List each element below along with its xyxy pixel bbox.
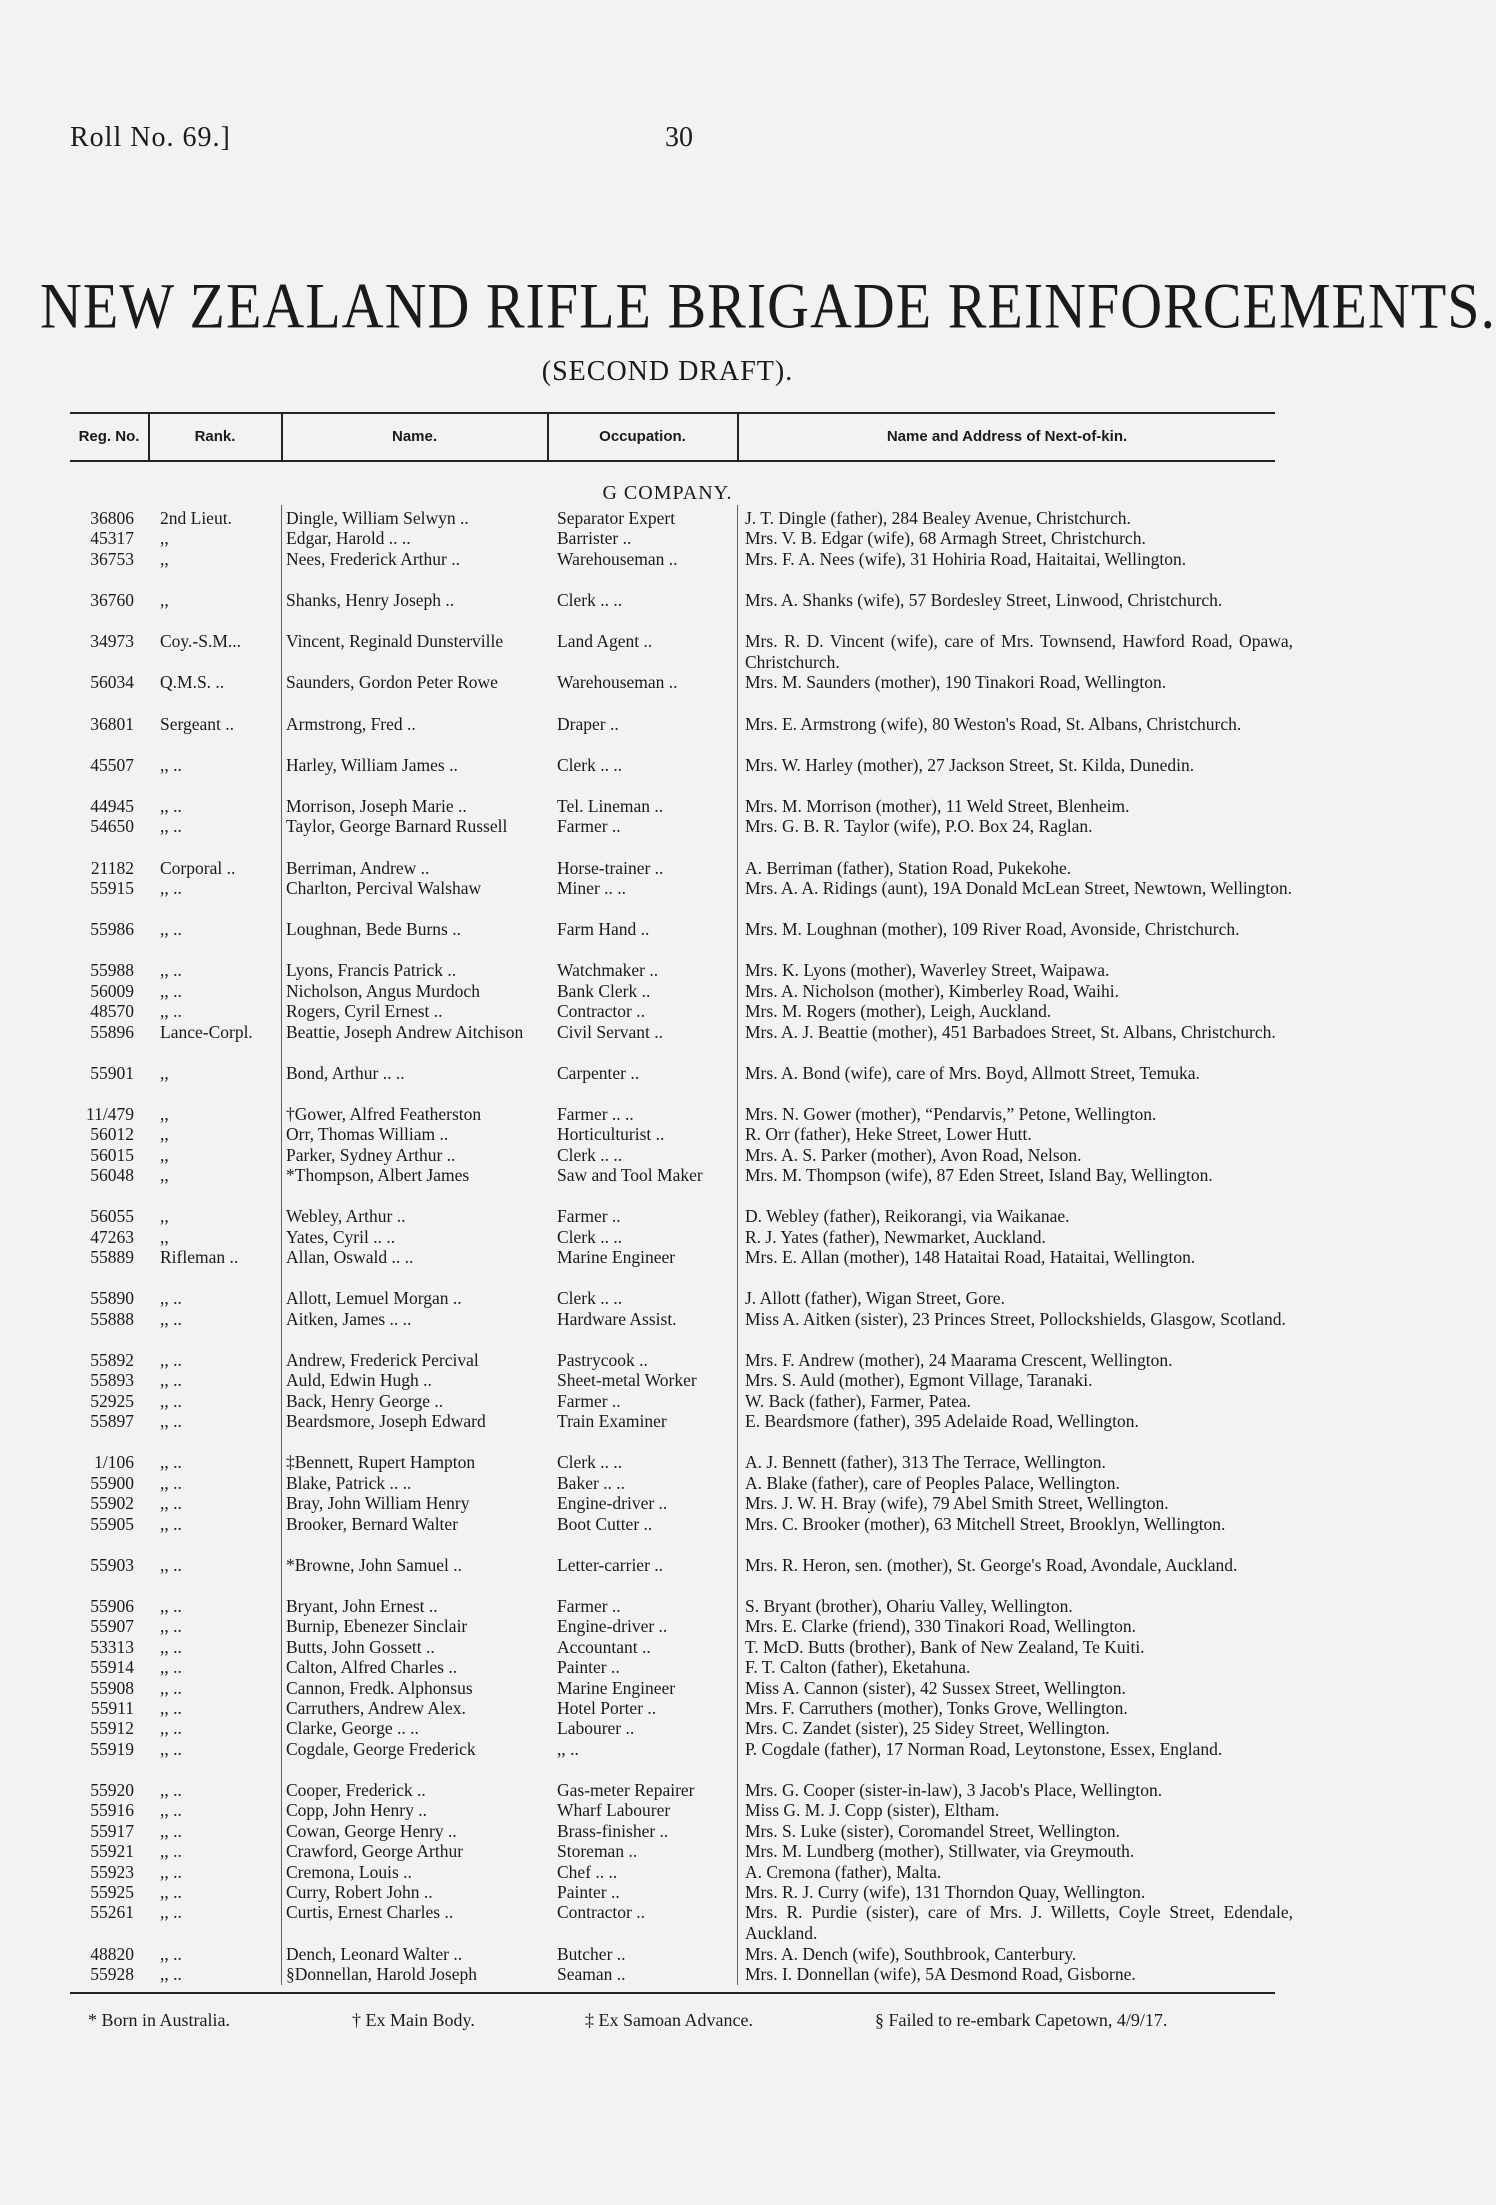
row-rank: ,, .. bbox=[160, 1800, 182, 1821]
row-occupation: Separator Expert bbox=[557, 508, 676, 528]
column-header-name: Name. bbox=[391, 428, 438, 445]
row-occupation: Farmer .. bbox=[557, 1206, 621, 1227]
row-rank: ,, .. bbox=[160, 980, 182, 1001]
row-name: Loughnan, Bede Burns .. bbox=[286, 919, 461, 940]
row-name: Back, Henry George .. bbox=[286, 1390, 444, 1411]
row-name: Armstrong, Fred .. bbox=[286, 713, 416, 734]
row-occupation: Carpenter .. bbox=[557, 1062, 640, 1083]
row-reg-no: 55900 bbox=[90, 1472, 134, 1493]
row-occupation: Farmer .. bbox=[557, 1596, 621, 1616]
row-next-of-kin: Mrs. F. Carruthers (mother), Tonks Grove, Wellington. bbox=[745, 1698, 1128, 1718]
row-name: Taylor, George Barnard Russell bbox=[286, 816, 508, 837]
page-subtitle: (SECOND DRAFT). bbox=[541, 356, 794, 387]
row-name: Butts, John Gossett .. bbox=[286, 1636, 435, 1657]
row-name: ‡Bennett, Rupert Hampton bbox=[286, 1452, 476, 1473]
row-next-of-kin: D. Webley (father), Reikorangi, via Waikanae. bbox=[745, 1206, 1070, 1227]
row-reg-no: 36760 bbox=[90, 590, 134, 610]
row-next-of-kin: A. J. Bennett (father), 313 The Terrace, Wellington. bbox=[745, 1452, 1106, 1473]
row-rank: ,, .. bbox=[160, 1493, 182, 1514]
row-name: Webley, Arthur .. bbox=[286, 1206, 406, 1227]
row-name: Nees, Frederick Arthur .. bbox=[286, 548, 460, 569]
row-rank: ,, .. bbox=[160, 1472, 182, 1493]
row-name: Aitken, James .. .. bbox=[286, 1308, 412, 1329]
row-next-of-kin: Mrs. A. J. Beattie (mother), 451 Barbadoes Street, St. Albans, Christchurch. bbox=[745, 1021, 1276, 1042]
row-name: Cooper, Frederick .. bbox=[286, 1780, 426, 1800]
footnote-samoan: ‡ Ex Samoan Advance. bbox=[585, 2010, 753, 2030]
footnote-main-body: † Ex Main Body. bbox=[352, 2010, 475, 2030]
row-reg-no: 56034 bbox=[90, 672, 134, 693]
row-name: Beattie, Joseph Andrew Aitchison bbox=[286, 1021, 524, 1042]
row-occupation: Farm Hand .. bbox=[557, 919, 650, 940]
row-occupation: Bank Clerk .. bbox=[557, 980, 651, 1001]
row-name: Yates, Cyril .. .. bbox=[286, 1226, 396, 1247]
row-name: Charlton, Percival Walshaw bbox=[286, 878, 482, 898]
row-next-of-kin: W. Back (father), Farmer, Patea. bbox=[745, 1390, 972, 1411]
row-occupation: Warehouseman .. bbox=[557, 672, 678, 693]
row-rank: Rifleman .. bbox=[160, 1247, 239, 1268]
column-header-occupation: Occupation. bbox=[599, 428, 686, 445]
company-heading: G COMPANY. bbox=[602, 482, 733, 504]
row-rank: ,, .. bbox=[160, 1350, 182, 1370]
row-rank: ,, .. bbox=[160, 919, 182, 940]
row-name: Brooker, Bernard Walter bbox=[286, 1513, 459, 1534]
row-reg-no: 55915 bbox=[90, 878, 134, 898]
page-number: 30 bbox=[665, 122, 693, 153]
row-occupation: Horse-trainer .. bbox=[557, 857, 664, 878]
row-reg-no: 55902 bbox=[90, 1493, 134, 1514]
row-next-of-kin: Mrs. N. Gower (mother), “Pendarvis,” Petone, Wellington. bbox=[745, 1104, 1157, 1124]
row-occupation: Painter .. bbox=[557, 1882, 620, 1902]
row-occupation: Miner .. .. bbox=[557, 878, 627, 898]
row-next-of-kin: Mrs. A. Dench (wife), Southbrook, Canterbury. bbox=[745, 1943, 1077, 1964]
row-reg-no: 36753 bbox=[90, 548, 134, 569]
row-name: Dingle, William Selwyn .. bbox=[286, 508, 469, 528]
row-reg-no: 55919 bbox=[90, 1738, 134, 1759]
row-reg-no: 55986 bbox=[90, 919, 134, 940]
row-reg-no: 55896 bbox=[90, 1021, 134, 1042]
column-header-reg: Reg. No. bbox=[78, 428, 140, 445]
row-rank: ,, bbox=[160, 528, 169, 549]
row-rank: ,, .. bbox=[160, 1596, 182, 1616]
row-rank: ,, .. bbox=[160, 1841, 182, 1862]
row-occupation: Farmer .. .. bbox=[557, 1104, 634, 1124]
row-rank: ,, .. bbox=[160, 1452, 182, 1473]
row-name: Andrew, Frederick Percival bbox=[286, 1350, 479, 1370]
row-name: *Thompson, Albert James bbox=[286, 1165, 470, 1186]
row-next-of-kin: Mrs. M. Saunders (mother), 190 Tinakori Road, Wellington. bbox=[745, 672, 1167, 693]
row-occupation: Farmer .. bbox=[557, 1390, 621, 1411]
row-occupation: Gas-meter Repairer bbox=[557, 1780, 695, 1800]
row-next-of-kin: Mrs. A. Shanks (wife), 57 Bordesley Street, Linwood, Christchurch. bbox=[745, 590, 1223, 610]
row-rank: Sergeant .. bbox=[160, 713, 235, 734]
row-name: Lyons, Francis Patrick .. bbox=[286, 960, 457, 981]
row-rank: ,, .. bbox=[160, 1308, 182, 1329]
row-rank: Lance-Corpl. bbox=[160, 1021, 253, 1042]
row-next-of-kin: Mrs. F. A. Nees (wife), 31 Hohiria Road, Haitaitai, Wellington. bbox=[745, 548, 1187, 569]
row-reg-no: 55928 bbox=[90, 1964, 134, 1984]
row-occupation: Engine-driver .. bbox=[557, 1616, 668, 1637]
row-name: Blake, Patrick .. .. bbox=[286, 1472, 412, 1493]
row-next-of-kin: A. Blake (father), care of Peoples Palace, Wellington. bbox=[745, 1472, 1120, 1493]
row-occupation: Watchmaker .. bbox=[557, 960, 659, 981]
row-next-of-kin: Mrs. M. Thompson (wife), 87 Eden Street, Island Bay, Wellington. bbox=[745, 1165, 1213, 1186]
row-occupation: Civil Servant .. bbox=[557, 1021, 663, 1042]
row-reg-no: 55893 bbox=[90, 1370, 134, 1391]
row-next-of-kin: A. Berriman (father), Station Road, Pukekohe. bbox=[745, 857, 1072, 878]
row-occupation: Brass-finisher .. bbox=[557, 1820, 669, 1841]
row-rank: ,, .. bbox=[160, 1657, 182, 1678]
row-next-of-kin: Mrs. S. Luke (sister), Coromandel Street, Wellington. bbox=[745, 1820, 1120, 1841]
row-rank: ,, .. bbox=[160, 816, 182, 837]
row-rank: ,, .. bbox=[160, 1738, 182, 1759]
row-name: Vincent, Reginald Dunsterville bbox=[286, 631, 504, 652]
row-occupation: Warehouseman .. bbox=[557, 548, 678, 569]
row-rank: ,, .. bbox=[160, 878, 182, 898]
row-rank: ,, .. bbox=[160, 1390, 182, 1411]
row-reg-no: 55917 bbox=[90, 1820, 134, 1841]
row-name: Parker, Sydney Arthur .. bbox=[286, 1144, 456, 1165]
row-reg-no: 56048 bbox=[90, 1165, 134, 1186]
row-reg-no: 21182 bbox=[90, 857, 134, 878]
row-rank: ,, .. bbox=[160, 1964, 182, 1984]
row-next-of-kin: Mrs. M. Lundberg (mother), Stillwater, via Greymouth. bbox=[745, 1841, 1135, 1862]
row-occupation: Clerk .. .. bbox=[557, 1288, 623, 1309]
row-name: Allan, Oswald .. .. bbox=[286, 1247, 414, 1268]
row-rank: ,, .. bbox=[160, 960, 182, 981]
row-rank: ,, .. bbox=[160, 1718, 182, 1739]
row-name: Curtis, Ernest Charles .. bbox=[286, 1902, 454, 1923]
row-name: Morrison, Joseph Marie .. bbox=[286, 796, 467, 816]
row-rank: ,, .. bbox=[160, 1698, 182, 1718]
row-next-of-kin: Mrs. M. Loughnan (mother), 109 River Road, Avonside, Christchurch. bbox=[745, 919, 1240, 940]
row-name: Dench, Leonard Walter .. bbox=[286, 1943, 463, 1964]
row-next-of-kin: E. Beardsmore (father), 395 Adelaide Road, Wellington. bbox=[745, 1411, 1139, 1432]
row-rank: 2nd Lieut. bbox=[160, 508, 232, 528]
row-occupation: Marine Engineer bbox=[557, 1677, 676, 1698]
row-reg-no: 45317 bbox=[90, 528, 134, 549]
row-occupation: Baker .. .. bbox=[557, 1472, 626, 1493]
row-name: Calton, Alfred Charles .. bbox=[286, 1657, 458, 1678]
row-reg-no: 52925 bbox=[90, 1390, 134, 1411]
row-rank: Corporal .. bbox=[160, 857, 236, 878]
row-reg-no: 53313 bbox=[90, 1636, 134, 1657]
row-reg-no: 55901 bbox=[90, 1062, 134, 1083]
row-reg-no: 54650 bbox=[90, 816, 134, 837]
row-rank: ,, .. bbox=[160, 1820, 182, 1841]
row-reg-no: 55888 bbox=[90, 1308, 134, 1329]
row-next-of-kin: J. Allott (father), Wigan Street, Gore. bbox=[745, 1288, 1005, 1309]
row-name: †Gower, Alfred Featherston bbox=[286, 1104, 482, 1124]
row-reg-no: 44945 bbox=[90, 796, 134, 816]
row-next-of-kin: Mrs. R. D. Vincent (wife), care of Mrs. Townsend, Hawford Road, Opawa, Christchurch. bbox=[745, 631, 1293, 672]
row-next-of-kin: Miss A. Cannon (sister), 42 Sussex Street, Wellington. bbox=[745, 1677, 1126, 1698]
row-reg-no: 48820 bbox=[90, 1943, 134, 1964]
row-occupation: Storeman .. bbox=[557, 1841, 638, 1862]
row-reg-no: 55908 bbox=[90, 1677, 134, 1698]
row-occupation: Hardware Assist. bbox=[557, 1308, 677, 1329]
row-next-of-kin: R. Orr (father), Heke Street, Lower Hutt. bbox=[745, 1124, 1032, 1145]
row-name: Shanks, Henry Joseph .. bbox=[286, 590, 455, 610]
column-header-rank: Rank. bbox=[194, 428, 236, 445]
row-next-of-kin: Mrs. E. Clarke (friend), 330 Tinakori Road, Wellington. bbox=[745, 1616, 1137, 1637]
row-reg-no: 55903 bbox=[90, 1554, 134, 1575]
row-name: Saunders, Gordon Peter Rowe bbox=[286, 672, 498, 693]
row-name: Cremona, Louis .. bbox=[286, 1861, 412, 1882]
footnote-australia: * Born in Australia. bbox=[88, 2010, 230, 2030]
row-rank: ,, .. bbox=[160, 1780, 182, 1800]
row-name: Bray, John William Henry bbox=[286, 1493, 470, 1514]
row-rank: ,, bbox=[160, 1144, 169, 1165]
row-next-of-kin: J. T. Dingle (father), 284 Bealey Avenue, Christchurch. bbox=[745, 508, 1131, 528]
row-rank: ,, .. bbox=[160, 1288, 182, 1309]
row-occupation: Pastrycook .. bbox=[557, 1350, 648, 1370]
row-next-of-kin: Mrs. S. Auld (mother), Egmont Village, Taranaki. bbox=[745, 1370, 1093, 1391]
row-next-of-kin: T. McD. Butts (brother), Bank of New Zealand, Te Kuiti. bbox=[745, 1636, 1145, 1657]
row-next-of-kin: Mrs. I. Donnellan (wife), 5A Desmond Road, Gisborne. bbox=[745, 1964, 1136, 1984]
row-name: Berriman, Andrew .. bbox=[286, 857, 430, 878]
row-next-of-kin: Mrs. M. Morrison (mother), 11 Weld Street, Blenheim. bbox=[745, 796, 1130, 816]
row-next-of-kin: Mrs. V. B. Edgar (wife), 68 Armagh Street, Christchurch. bbox=[745, 528, 1146, 549]
row-reg-no: 48570 bbox=[90, 1001, 134, 1022]
row-name: Allott, Lemuel Morgan .. bbox=[286, 1288, 462, 1309]
row-name: Beardsmore, Joseph Edward bbox=[286, 1411, 486, 1432]
row-occupation: Land Agent .. bbox=[557, 631, 653, 652]
row-next-of-kin: Mrs. G. Cooper (sister-in-law), 3 Jacob's Place, Wellington. bbox=[745, 1780, 1163, 1800]
row-occupation: Contractor .. bbox=[557, 1902, 645, 1923]
row-name: Auld, Edwin Hugh .. bbox=[286, 1370, 432, 1391]
column-header-next-of-kin: Name and Address of Next-of-kin. bbox=[886, 428, 1128, 445]
row-rank: ,, .. bbox=[160, 1882, 182, 1902]
row-reg-no: 55912 bbox=[90, 1718, 134, 1739]
row-reg-no: 56012 bbox=[90, 1124, 134, 1145]
row-name: Nicholson, Angus Murdoch bbox=[286, 980, 480, 1001]
row-next-of-kin: R. J. Yates (father), Newmarket, Auckland. bbox=[745, 1226, 1046, 1247]
row-occupation: Clerk .. .. bbox=[557, 1452, 623, 1473]
row-next-of-kin: Mrs. R. Purdie (sister), care of Mrs. J. Willetts, Coyle Street, Edendale, Auckland. bbox=[745, 1902, 1293, 1943]
row-occupation: Accountant .. bbox=[557, 1636, 651, 1657]
row-name: Crawford, George Arthur bbox=[286, 1841, 464, 1862]
row-reg-no: 55916 bbox=[90, 1800, 134, 1821]
row-rank: ,, .. bbox=[160, 1370, 182, 1391]
row-reg-no: 11/479 bbox=[86, 1104, 134, 1124]
row-rank: ,, .. bbox=[160, 1554, 182, 1575]
row-next-of-kin: Mrs. C. Brooker (mother), 63 Mitchell Street, Brooklyn, Wellington. bbox=[745, 1513, 1226, 1534]
row-occupation: Engine-driver .. bbox=[557, 1493, 668, 1514]
row-next-of-kin: Mrs. E. Armstrong (wife), 80 Weston's Road, St. Albans, Christchurch. bbox=[745, 713, 1242, 734]
row-next-of-kin: S. Bryant (brother), Ohariu Valley, Wellington. bbox=[745, 1596, 1073, 1616]
row-next-of-kin: Mrs. E. Allan (mother), 148 Hataitai Road, Hataitai, Wellington. bbox=[745, 1247, 1196, 1268]
row-occupation: Butcher .. bbox=[557, 1943, 626, 1964]
row-reg-no: 34973 bbox=[90, 631, 134, 652]
row-reg-no: 55914 bbox=[90, 1657, 134, 1678]
row-next-of-kin: Mrs. J. W. H. Bray (wife), 79 Abel Smith Street, Wellington. bbox=[745, 1493, 1169, 1514]
row-next-of-kin: Mrs. A. Nicholson (mother), Kimberley Road, Waihi. bbox=[745, 980, 1119, 1001]
row-occupation: Labourer .. bbox=[557, 1718, 635, 1739]
row-rank: ,, bbox=[160, 1206, 169, 1227]
row-reg-no: 55925 bbox=[90, 1882, 134, 1902]
row-occupation: Clerk .. .. bbox=[557, 1144, 623, 1165]
row-occupation: Chef .. .. bbox=[557, 1861, 618, 1882]
row-name: Orr, Thomas William .. bbox=[286, 1124, 449, 1145]
row-reg-no: 36806 bbox=[90, 508, 134, 528]
row-name: Copp, John Henry .. bbox=[286, 1800, 427, 1821]
row-reg-no: 55907 bbox=[90, 1616, 134, 1637]
row-occupation: Farmer .. bbox=[557, 816, 621, 837]
row-rank: ,, .. bbox=[160, 1513, 182, 1534]
row-reg-no: 55890 bbox=[90, 1288, 134, 1309]
row-name: Rogers, Cyril Ernest .. bbox=[286, 1001, 443, 1022]
row-name: Harley, William James .. bbox=[286, 754, 458, 775]
row-occupation: Saw and Tool Maker bbox=[557, 1165, 703, 1186]
row-occupation: Sheet-metal Worker bbox=[557, 1370, 697, 1391]
row-name: Clarke, George .. .. bbox=[286, 1718, 419, 1739]
row-reg-no: 56055 bbox=[90, 1206, 134, 1227]
row-rank: ,, .. bbox=[160, 754, 182, 775]
page-title: NEW ZEALAND RIFLE BRIGADE REINFORCEMENTS. bbox=[40, 269, 1496, 342]
footer-rule bbox=[70, 1992, 1275, 1994]
row-rank: ,, .. bbox=[160, 1861, 182, 1882]
row-name: Burnip, Ebenezer Sinclair bbox=[286, 1616, 468, 1637]
row-reg-no: 55261 bbox=[90, 1902, 134, 1923]
row-occupation: Painter .. bbox=[557, 1657, 620, 1678]
row-rank: ,, .. bbox=[160, 1943, 182, 1964]
row-name: Curry, Robert John .. bbox=[286, 1882, 433, 1902]
row-reg-no: 55906 bbox=[90, 1596, 134, 1616]
row-rank: ,, bbox=[160, 1124, 169, 1145]
row-reg-no: 55905 bbox=[90, 1513, 134, 1534]
row-occupation: Tel. Lineman .. bbox=[557, 796, 664, 816]
row-next-of-kin: Mrs. M. Rogers (mother), Leigh, Auckland. bbox=[745, 1001, 1052, 1022]
row-reg-no: 55911 bbox=[90, 1698, 134, 1718]
row-reg-no: 55920 bbox=[90, 1780, 134, 1800]
footnote-capetown: § Failed to re-embark Capetown, 4/9/17. bbox=[875, 2010, 1168, 2030]
roll-number: Roll No. 69.] bbox=[70, 122, 231, 153]
row-reg-no: 55892 bbox=[90, 1350, 134, 1370]
row-rank: ,, .. bbox=[160, 1636, 182, 1657]
row-reg-no: 45507 bbox=[90, 754, 134, 775]
row-reg-no: 55897 bbox=[90, 1411, 134, 1432]
row-next-of-kin: Mrs. A. S. Parker (mother), Avon Road, Nelson. bbox=[745, 1144, 1082, 1165]
row-next-of-kin: Mrs. K. Lyons (mother), Waverley Street, Waipawa. bbox=[745, 960, 1110, 981]
row-name: *Browne, John Samuel .. bbox=[286, 1554, 462, 1575]
row-next-of-kin: Miss G. M. J. Copp (sister), Eltham. bbox=[745, 1800, 1000, 1821]
row-name: §Donnellan, Harold Joseph bbox=[286, 1964, 478, 1984]
row-name: Bryant, John Ernest .. bbox=[286, 1596, 438, 1616]
row-occupation: Barrister .. bbox=[557, 528, 632, 549]
row-reg-no: 56009 bbox=[90, 980, 134, 1001]
row-rank: ,, bbox=[160, 1062, 169, 1083]
row-reg-no: 55923 bbox=[90, 1861, 134, 1882]
row-rank: ,, .. bbox=[160, 1902, 182, 1923]
row-reg-no: 1/106 bbox=[94, 1452, 134, 1473]
row-rank: ,, .. bbox=[160, 1677, 182, 1698]
row-occupation: Letter-carrier .. bbox=[557, 1554, 664, 1575]
row-rank: ,, bbox=[160, 1104, 169, 1124]
row-occupation: Seaman .. bbox=[557, 1964, 626, 1984]
row-next-of-kin: Miss A. Aitken (sister), 23 Princes Street, Pollockshields, Glasgow, Scotland. bbox=[745, 1308, 1286, 1329]
row-name: Cowan, George Henry .. bbox=[286, 1820, 457, 1841]
row-rank: Coy.-S.M... bbox=[160, 631, 242, 652]
row-next-of-kin: Mrs. A. A. Ridings (aunt), 19A Donald McLean Street, Newtown, Wellington. bbox=[745, 878, 1293, 898]
row-name: Cogdale, George Frederick bbox=[286, 1738, 476, 1759]
row-occupation: ,, .. bbox=[557, 1738, 579, 1759]
row-rank: ,, .. bbox=[160, 1616, 182, 1637]
row-rank: ,, bbox=[160, 590, 169, 610]
row-next-of-kin: Mrs. A. Bond (wife), care of Mrs. Boyd, Allmott Street, Temuka. bbox=[745, 1062, 1200, 1083]
row-occupation: Marine Engineer bbox=[557, 1247, 676, 1268]
row-occupation: Train Examiner bbox=[557, 1411, 667, 1432]
row-rank: ,, .. bbox=[160, 1411, 182, 1432]
row-rank: ,, .. bbox=[160, 1001, 182, 1022]
row-occupation: Clerk .. .. bbox=[557, 590, 623, 610]
row-next-of-kin: Mrs. W. Harley (mother), 27 Jackson Street, St. Kilda, Dunedin. bbox=[745, 754, 1195, 775]
row-rank: ,, bbox=[160, 548, 169, 569]
row-rank: ,, bbox=[160, 1226, 169, 1247]
row-name: Carruthers, Andrew Alex. bbox=[286, 1698, 466, 1718]
row-reg-no: 55921 bbox=[90, 1841, 134, 1862]
row-next-of-kin: Mrs. R. J. Curry (wife), 131 Thorndon Quay, Wellington. bbox=[745, 1882, 1146, 1902]
row-occupation: Boot Cutter .. bbox=[557, 1513, 653, 1534]
row-rank: ,, bbox=[160, 1165, 169, 1186]
row-next-of-kin: A. Cremona (father), Malta. bbox=[745, 1861, 942, 1882]
row-reg-no: 36801 bbox=[90, 713, 134, 734]
row-next-of-kin: Mrs. R. Heron, sen. (mother), St. George's Road, Avondale, Auckland. bbox=[745, 1554, 1238, 1575]
row-name: Cannon, Fredk. Alphonsus bbox=[286, 1677, 473, 1698]
row-reg-no: 55889 bbox=[90, 1247, 134, 1268]
row-reg-no: 47263 bbox=[90, 1226, 134, 1247]
row-name: Bond, Arthur .. .. bbox=[286, 1062, 405, 1083]
row-next-of-kin: F. T. Calton (father), Eketahuna. bbox=[745, 1657, 971, 1678]
row-reg-no: 55988 bbox=[90, 960, 134, 981]
row-name: Edgar, Harold .. .. bbox=[286, 528, 411, 549]
row-occupation: Clerk .. .. bbox=[557, 754, 623, 775]
row-occupation: Wharf Labourer bbox=[557, 1800, 671, 1821]
row-occupation: Contractor .. bbox=[557, 1001, 645, 1022]
row-occupation: Hotel Porter .. bbox=[557, 1698, 657, 1718]
row-rank: ,, .. bbox=[160, 796, 182, 816]
row-next-of-kin: Mrs. F. Andrew (mother), 24 Maarama Crescent, Wellington. bbox=[745, 1350, 1173, 1370]
row-next-of-kin: P. Cogdale (father), 17 Norman Road, Leytonstone, Essex, England. bbox=[745, 1738, 1223, 1759]
row-next-of-kin: Mrs. C. Zandet (sister), 25 Sidey Street, Wellington. bbox=[745, 1718, 1110, 1739]
row-occupation: Horticulturist .. bbox=[557, 1124, 665, 1145]
row-next-of-kin: Mrs. G. B. R. Taylor (wife), P.O. Box 24, Raglan. bbox=[745, 816, 1093, 837]
row-occupation: Draper .. bbox=[557, 713, 619, 734]
row-occupation: Clerk .. .. bbox=[557, 1226, 623, 1247]
row-rank: Q.M.S. .. bbox=[160, 672, 225, 693]
row-reg-no: 56015 bbox=[90, 1144, 134, 1165]
